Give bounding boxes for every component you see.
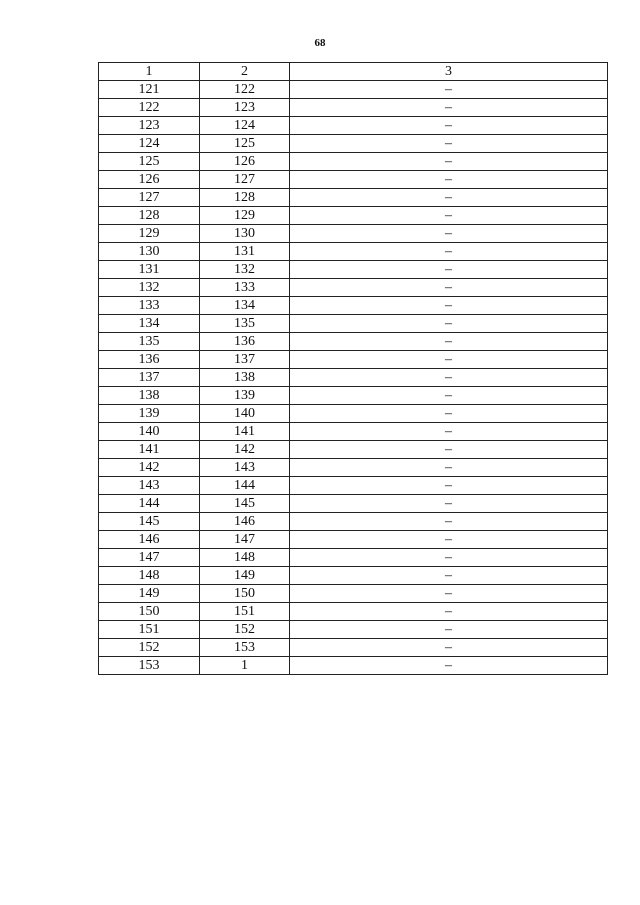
table-cell-col-3: –: [290, 657, 608, 675]
table-cell-col-1: 129: [99, 225, 200, 243]
table-row: [99, 657, 608, 675]
table-row: [99, 333, 608, 351]
table-cell-col-2: 140: [200, 405, 290, 423]
table-cell-col-1: 151: [99, 621, 200, 639]
table-cell-col-2: 130: [200, 225, 290, 243]
table-row: [99, 495, 608, 513]
table-cell-col-2: 149: [200, 567, 290, 585]
table-cell-col-1: 121: [99, 81, 200, 99]
table-cell-col-3: –: [290, 495, 608, 513]
table-cell-col-1: 146: [99, 531, 200, 549]
table-row: [99, 477, 608, 495]
table-cell-col-1: 126: [99, 171, 200, 189]
table-cell-col-2: 127: [200, 171, 290, 189]
table-row: [99, 531, 608, 549]
table-cell-col-3: –: [290, 81, 608, 99]
table-cell-col-3: –: [290, 189, 608, 207]
table-cell-col-3: –: [290, 279, 608, 297]
table-cell-col-2: 136: [200, 333, 290, 351]
table-cell-col-3: –: [290, 513, 608, 531]
table-cell-col-1: 125: [99, 153, 200, 171]
table-cell-col-2: 137: [200, 351, 290, 369]
table-cell-col-1: 130: [99, 243, 200, 261]
table-row: [99, 621, 608, 639]
table-cell-col-3: –: [290, 405, 608, 423]
column-header-2: 2: [200, 63, 290, 81]
table-cell-col-3: –: [290, 153, 608, 171]
table-row: [99, 441, 608, 459]
table-row: [99, 153, 608, 171]
table-row: [99, 459, 608, 477]
table-cell-col-2: 139: [200, 387, 290, 405]
table-cell-col-2: 150: [200, 585, 290, 603]
table-cell-col-3: –: [290, 585, 608, 603]
table-cell-col-3: –: [290, 135, 608, 153]
column-header-1: 1: [99, 63, 200, 81]
table-cell-col-1: 144: [99, 495, 200, 513]
table-cell-col-1: 148: [99, 567, 200, 585]
table-cell-col-1: 124: [99, 135, 200, 153]
table-cell-col-2: 138: [200, 369, 290, 387]
table-cell-col-1: 142: [99, 459, 200, 477]
table-row: [99, 639, 608, 657]
table-cell-col-2: 131: [200, 243, 290, 261]
page-number: 68: [314, 37, 326, 49]
table-row: [99, 189, 608, 207]
data-table: [98, 62, 608, 675]
table-cell-col-2: 152: [200, 621, 290, 639]
table-cell-col-2: 144: [200, 477, 290, 495]
table-cell-col-1: 128: [99, 207, 200, 225]
table-cell-col-1: 147: [99, 549, 200, 567]
table-cell-col-3: –: [290, 567, 608, 585]
table-cell-col-1: 141: [99, 441, 200, 459]
table-row: [99, 297, 608, 315]
table-cell-col-2: 151: [200, 603, 290, 621]
table-row: [99, 513, 608, 531]
table-cell-col-3: –: [290, 621, 608, 639]
table-cell-col-3: –: [290, 459, 608, 477]
table-row: [99, 99, 608, 117]
table-cell-col-3: –: [290, 639, 608, 657]
table-cell-col-1: 131: [99, 261, 200, 279]
table-cell-col-2: 124: [200, 117, 290, 135]
table-cell-col-3: –: [290, 99, 608, 117]
table-row: [99, 135, 608, 153]
table-cell-col-3: –: [290, 171, 608, 189]
table-cell-col-1: 136: [99, 351, 200, 369]
table-cell-col-1: 140: [99, 423, 200, 441]
table-cell-col-1: 152: [99, 639, 200, 657]
table-row: [99, 351, 608, 369]
table-cell-col-3: –: [290, 549, 608, 567]
table-cell-col-1: 122: [99, 99, 200, 117]
table-cell-col-2: 133: [200, 279, 290, 297]
table-cell-col-3: –: [290, 333, 608, 351]
table-row: [99, 585, 608, 603]
table-row: [99, 261, 608, 279]
table-cell-col-1: 137: [99, 369, 200, 387]
table-cell-col-2: 141: [200, 423, 290, 441]
table-cell-col-1: 135: [99, 333, 200, 351]
table-cell-col-3: –: [290, 261, 608, 279]
table-cell-col-1: 150: [99, 603, 200, 621]
table-cell-col-2: 146: [200, 513, 290, 531]
table-row: [99, 567, 608, 585]
table-cell-col-3: –: [290, 477, 608, 495]
table-row: [99, 279, 608, 297]
table-row: [99, 225, 608, 243]
table-cell-col-1: 123: [99, 117, 200, 135]
table-cell-col-1: 127: [99, 189, 200, 207]
table-cell-col-2: 148: [200, 549, 290, 567]
table-cell-col-2: 125: [200, 135, 290, 153]
table-cell-col-3: –: [290, 441, 608, 459]
table-cell-col-2: 123: [200, 99, 290, 117]
column-header-3: 3: [290, 63, 608, 81]
table-cell-col-3: –: [290, 531, 608, 549]
table-cell-col-3: –: [290, 207, 608, 225]
table-row: [99, 405, 608, 423]
table-row: [99, 315, 608, 333]
table-cell-col-3: –: [290, 387, 608, 405]
table-cell-col-3: –: [290, 117, 608, 135]
table-cell-col-1: 134: [99, 315, 200, 333]
table-cell-col-2: 128: [200, 189, 290, 207]
table-row: [99, 243, 608, 261]
table-cell-col-2: 129: [200, 207, 290, 225]
table-cell-col-1: 145: [99, 513, 200, 531]
table-cell-col-1: 132: [99, 279, 200, 297]
table-cell-col-1: 143: [99, 477, 200, 495]
table-row: [99, 369, 608, 387]
table-cell-col-1: 139: [99, 405, 200, 423]
table-row: [99, 603, 608, 621]
table-cell-col-3: –: [290, 225, 608, 243]
table-row: [99, 171, 608, 189]
table-cell-col-1: 133: [99, 297, 200, 315]
table-row: [99, 549, 608, 567]
table-cell-col-2: 153: [200, 639, 290, 657]
table-cell-col-3: –: [290, 297, 608, 315]
table-cell-col-3: –: [290, 369, 608, 387]
table-cell-col-2: 134: [200, 297, 290, 315]
table-cell-col-1: 153: [99, 657, 200, 675]
table-cell-col-3: –: [290, 351, 608, 369]
table-cell-col-3: –: [290, 603, 608, 621]
table-cell-col-1: 138: [99, 387, 200, 405]
table-cell-col-3: –: [290, 243, 608, 261]
table-cell-col-2: 142: [200, 441, 290, 459]
table-header-row: [99, 63, 608, 81]
table-body: [99, 81, 608, 675]
table-cell-col-1: 149: [99, 585, 200, 603]
table-cell-col-3: –: [290, 423, 608, 441]
table-row: [99, 207, 608, 225]
table-cell-col-2: 1: [200, 657, 290, 675]
table-cell-col-2: 132: [200, 261, 290, 279]
table-cell-col-2: 135: [200, 315, 290, 333]
table-cell-col-2: 122: [200, 81, 290, 99]
table-row: [99, 117, 608, 135]
table-row: [99, 423, 608, 441]
table-cell-col-2: 145: [200, 495, 290, 513]
table-cell-col-2: 126: [200, 153, 290, 171]
table-cell-col-2: 143: [200, 459, 290, 477]
table-cell-col-3: –: [290, 315, 608, 333]
table-cell-col-2: 147: [200, 531, 290, 549]
table-row: [99, 387, 608, 405]
table-row: [99, 81, 608, 99]
